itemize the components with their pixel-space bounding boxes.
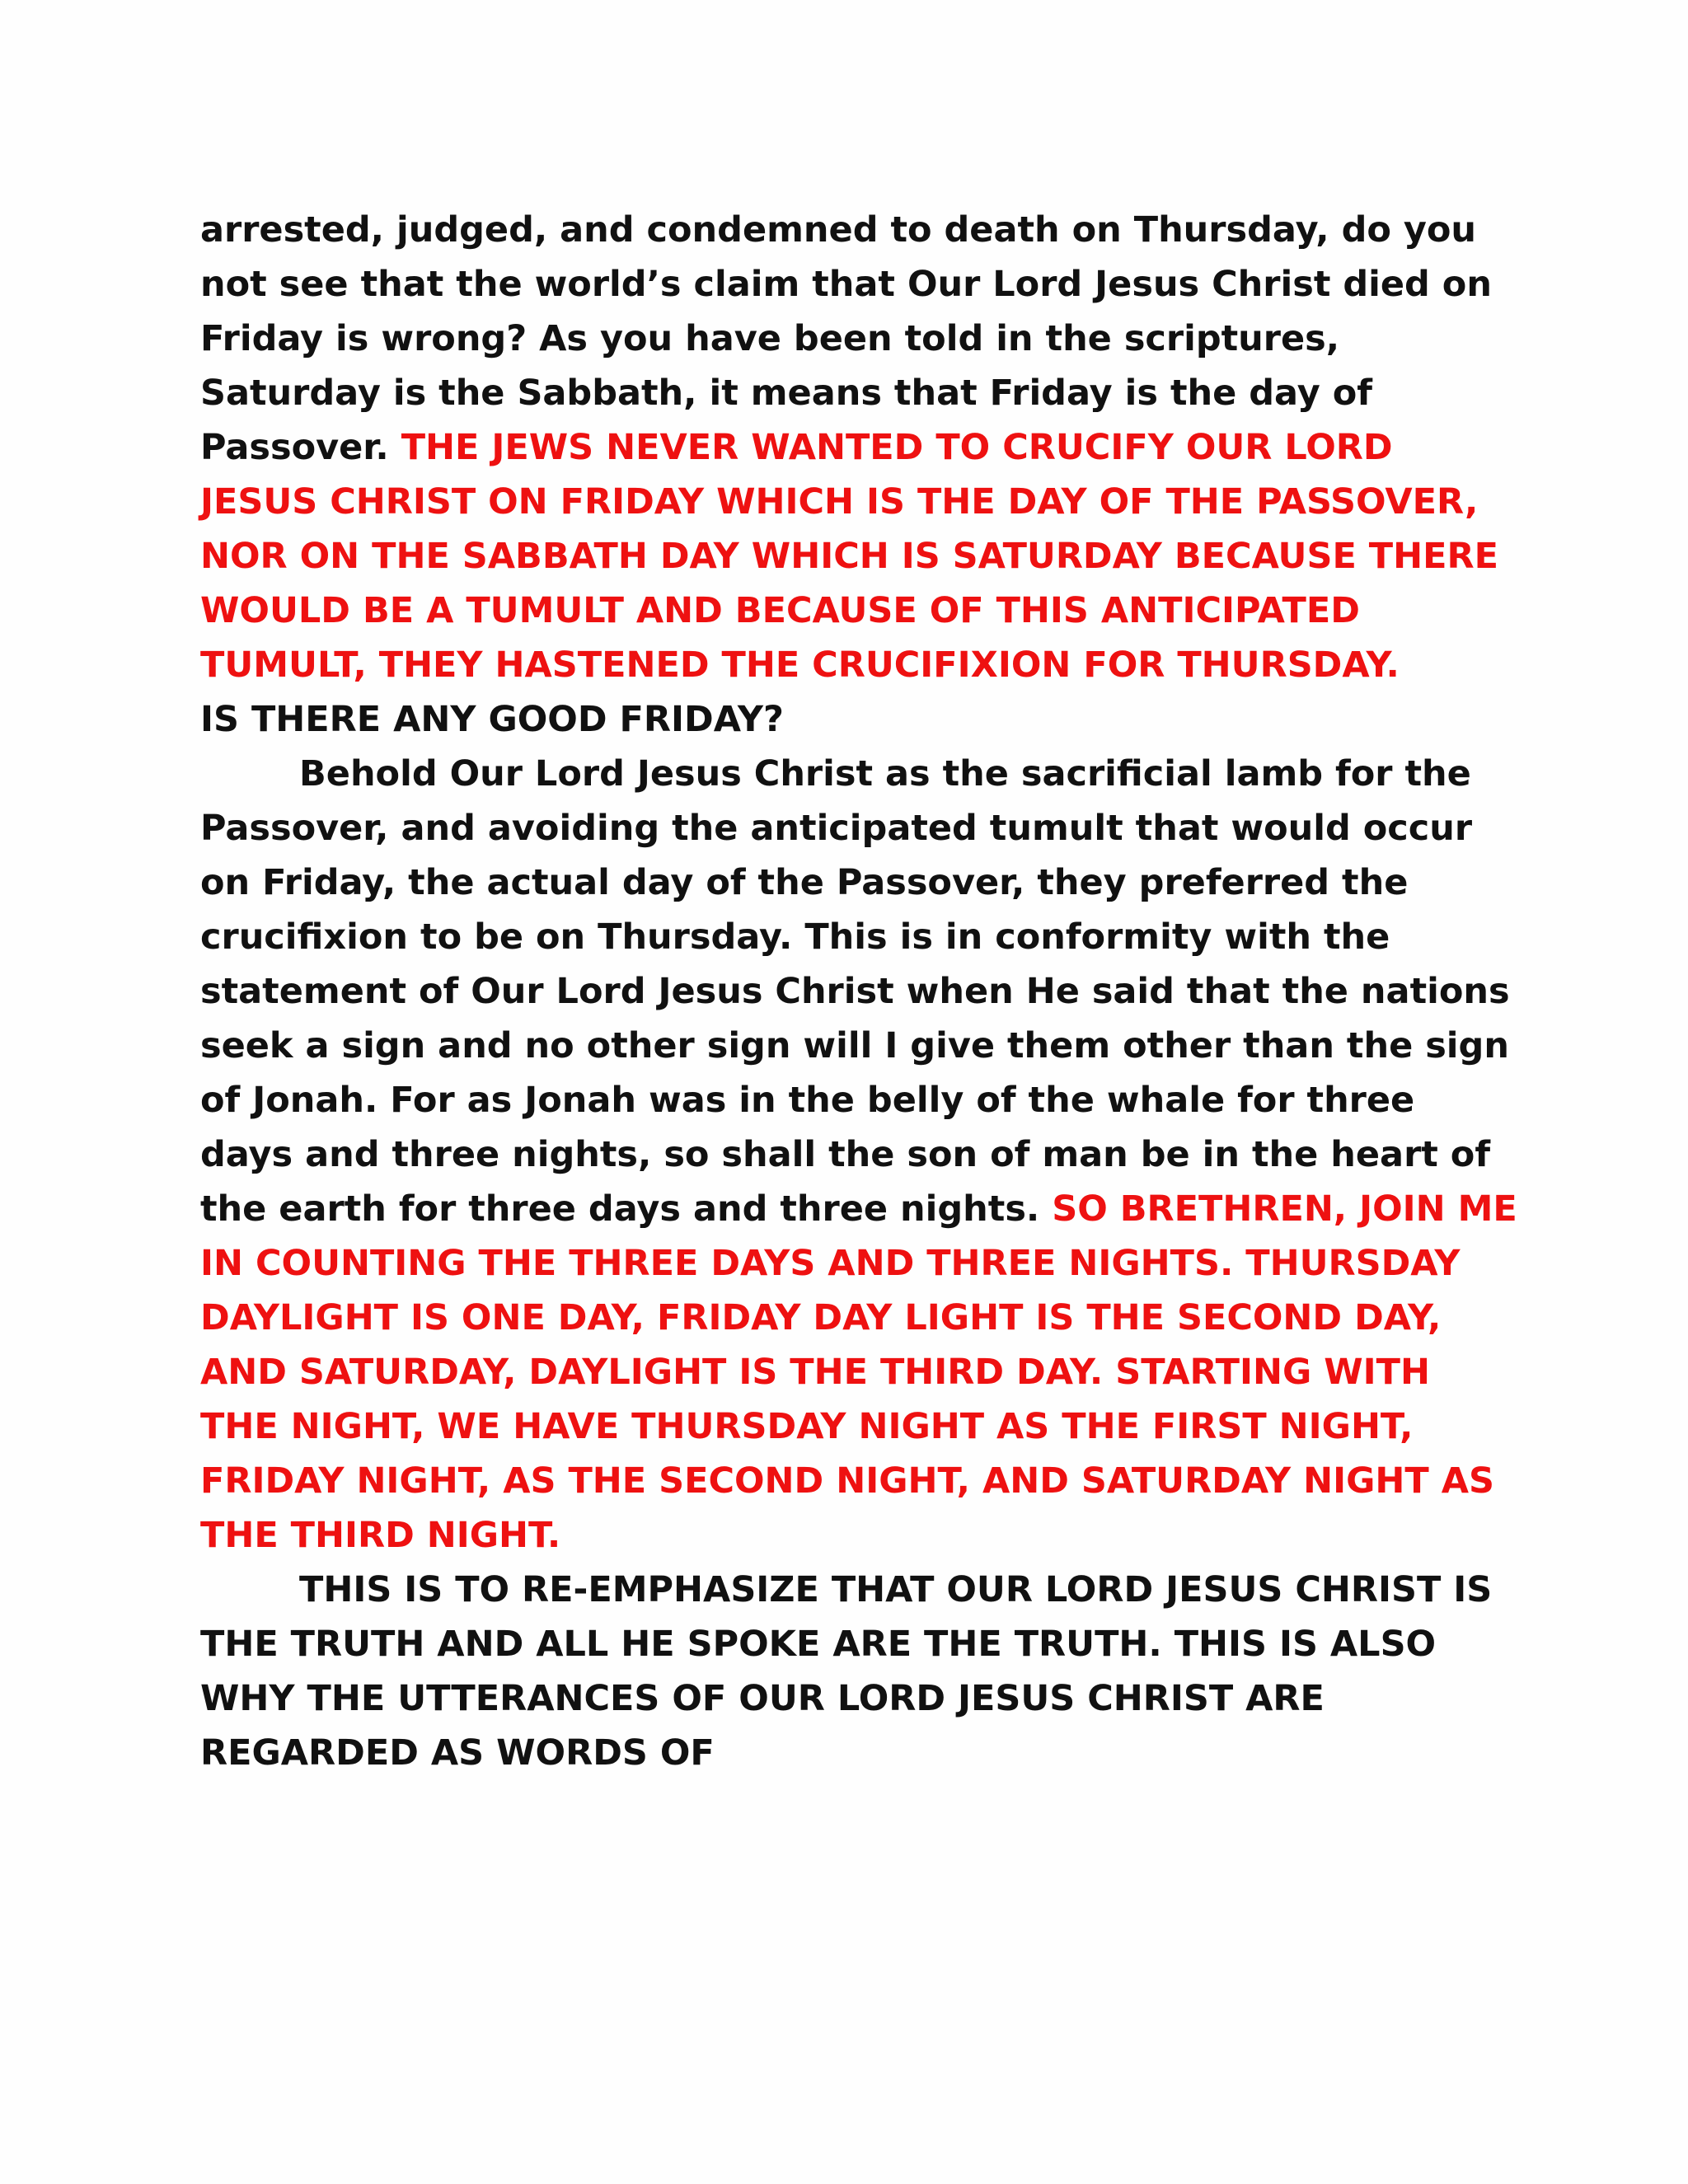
section-heading: IS THERE ANY GOOD FRIDAY? — [200, 699, 784, 740]
paragraph-2-emphasis: SO BRETHREN, JOIN ME IN COUNTING THE THREE DAYS AND THREE NIGHTS. THURSDAY DAYLIGHT IS ONE DAY, FRIDAY DAY LIGHT IS THE SECOND DAY, AND SATURDAY, DAYLIGHT IS THE THIRD DAY. STARTING WITH THE NIGHT, WE HAVE THURSDAY NIGHT AS THE FIRST NIGHT, FRIDAY NIGHT, AS THE SECOND NIGHT, AND SATURDAY NIGHT AS THE THIRD NIGHT. — [200, 1188, 1517, 1556]
paragraph-1-emphasis: THE JEWS NEVER WANTED TO CRUCIFY OUR LORD JESUS CHRIST ON FRIDAY WHICH IS THE DAY OF THE PASSOVER, NOR ON THE SABBATH DAY WHICH IS SATURDAY BECAUSE THERE WOULD BE A TUMULT AND BECAUSE OF THIS ANTICIPATED TUMULT, THEY HASTENED THE CRUCIFIXION FOR THURSDAY. — [200, 427, 1498, 686]
paragraph-2-text: Behold Our Lord Jesus Christ as the sacrificial lamb for the Passover, and avoiding the anticipated tumult that would occur on Friday, the actual day of the Passover, they preferred the crucifixion to be on Thursday. This is in conformity with the statement of Our Lord Jesus Christ when He said that the nations seek a sign and no other sign will I give them other than the sign of Jonah. For as Jonah was in the belly of the whale for three days and three nights, so shall the son of man be in the heart of the earth for three days and three nights. — [200, 753, 1510, 1230]
paragraph-1 — [200, 203, 1519, 692]
paragraph-3-text: THIS IS TO RE-EMPHASIZE THAT OUR LORD JESUS CHRIST IS THE TRUTH AND ALL HE SPOKE ARE THE TRUTH. THIS IS ALSO WHY THE UTTERANCES OF OUR LORD JESUS CHRIST ARE REGARDED AS WORDS OF — [200, 1569, 1493, 1774]
paragraph-1-text: arrested, judged, and condemned to death on Thursday, do you not see that the world’s claim that Our Lord Jesus Christ died on Friday is wrong? As you have been told in the scriptures, Saturday is the Sabbath, it means that Friday is the day of Passover. — [200, 209, 1492, 468]
paragraph-2 — [200, 747, 1519, 1563]
paragraph-3 — [200, 1563, 1519, 1780]
document-body — [200, 203, 1519, 1780]
